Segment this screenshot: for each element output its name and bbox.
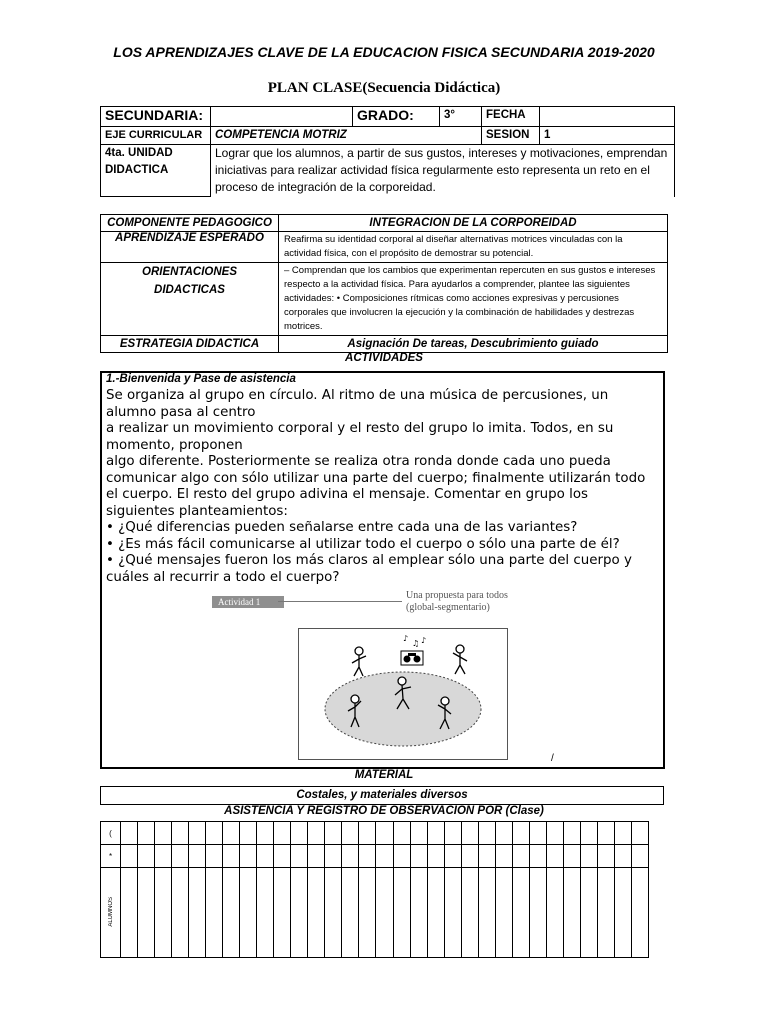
attendance-cell[interactable] xyxy=(172,822,189,845)
attendance-cell[interactable] xyxy=(597,868,614,958)
orientaciones-label: ORIENTACIONES DIDACTICAS xyxy=(101,263,279,336)
attendance-cell[interactable] xyxy=(376,845,393,868)
attendance-cell[interactable] xyxy=(342,822,359,845)
attendance-cell[interactable] xyxy=(325,845,342,868)
orientaciones-text: – Comprendan que los cambios que experimentan repercuten en sus gustos e intereses respecto a la actividad física. Para ayudarlos a comprender, plantee las siguientes actividades: • Composiciones rítmicas como acciones expresivas y percusiones corporales que involucren la ejecución y la combinación de habilidades y destrezas motrices. xyxy=(279,263,668,336)
attendance-cell[interactable] xyxy=(308,822,325,845)
attendance-cell[interactable] xyxy=(189,845,206,868)
attendance-cell[interactable] xyxy=(478,822,495,845)
sesion-label: SESION xyxy=(482,127,540,145)
attendance-cell[interactable] xyxy=(580,845,597,868)
attendance-cell[interactable] xyxy=(325,868,342,958)
component-table xyxy=(100,214,668,353)
attendance-cell[interactable] xyxy=(342,845,359,868)
document-title: LOS APRENDIZAJES CLAVE DE LA EDUCACION FISICA SECUNDARIA 2019-2020 xyxy=(113,44,655,60)
grado-value: 3° xyxy=(440,107,482,127)
attendance-cell[interactable] xyxy=(495,822,512,845)
grid-row xyxy=(101,822,649,845)
attendance-cell[interactable] xyxy=(427,822,444,845)
grid-row xyxy=(101,845,649,868)
material-label: MATERIAL xyxy=(354,769,414,781)
attendance-cell[interactable] xyxy=(631,822,648,845)
boombox-icon xyxy=(401,651,423,665)
attendance-cell[interactable] xyxy=(189,822,206,845)
row-mark: ( xyxy=(101,822,121,845)
grado-label: GRADO: xyxy=(353,107,440,127)
attendance-cell[interactable] xyxy=(223,822,240,845)
attendance-cell[interactable] xyxy=(291,822,308,845)
componente-label: COMPONENTE PEDAGOGICO xyxy=(101,215,279,232)
activity-illustration xyxy=(298,628,508,760)
attendance-cell[interactable] xyxy=(172,868,189,958)
unidad-label: 4ta. UNIDAD DIDACTICA xyxy=(101,145,211,197)
dancing-circle-illustration xyxy=(299,629,507,759)
attendance-cell[interactable] xyxy=(257,845,274,868)
attendance-cell[interactable] xyxy=(359,822,376,845)
attendance-cell[interactable] xyxy=(274,822,291,845)
attendance-cell[interactable] xyxy=(342,868,359,958)
attendance-cell[interactable] xyxy=(461,868,478,958)
grid-row xyxy=(101,868,649,958)
attendance-cell[interactable] xyxy=(580,868,597,958)
attendance-cell[interactable] xyxy=(121,868,138,958)
attendance-cell[interactable] xyxy=(614,868,631,958)
info-table xyxy=(100,106,675,197)
attendance-cell[interactable] xyxy=(444,822,461,845)
attendance-cell[interactable] xyxy=(444,845,461,868)
attendance-cell[interactable] xyxy=(121,822,138,845)
attendance-cell[interactable] xyxy=(631,868,648,958)
attendance-cell[interactable] xyxy=(359,868,376,958)
eje-label: EJE CURRICULAR xyxy=(101,127,211,145)
music-notes-icon xyxy=(403,634,426,648)
attendance-cell[interactable] xyxy=(495,868,512,958)
attendance-cell[interactable] xyxy=(240,845,257,868)
attendance-cell[interactable] xyxy=(223,868,240,958)
figure-caption-line: Una propuesta para todos xyxy=(406,590,508,601)
attendance-cell[interactable] xyxy=(206,845,223,868)
secundaria-value[interactable] xyxy=(211,107,353,127)
aprendizaje-text: Reafirma su identidad corporal al diseñar alternativas motrices vinculadas con la actividad física, con el propósito de demostrar su potencial. xyxy=(279,232,668,263)
figure-mark: / xyxy=(551,753,554,764)
attendance-grid xyxy=(100,821,649,958)
attendance-cell[interactable] xyxy=(597,822,614,845)
attendance-cell[interactable] xyxy=(614,822,631,845)
svg-text:♪: ♪ xyxy=(421,636,427,645)
activity-tag: Actividad 1 xyxy=(212,596,284,608)
activity-question: • ¿Qué mensajes fueron los más claros al emplear sólo una parte del cuerpo y cuáles al recurrir a todo el cuerpo? xyxy=(106,553,632,585)
attendance-cell[interactable] xyxy=(393,822,410,845)
attendance-cell[interactable] xyxy=(410,868,427,958)
eje-value: COMPETENCIA MOTRIZ xyxy=(211,127,482,145)
activity-line: Se organiza al grupo en círculo. Al ritmo de una música de percusiones, un alumno pasa al centro xyxy=(106,388,609,420)
attendance-cell[interactable] xyxy=(376,822,393,845)
attendance-cell[interactable] xyxy=(529,845,546,868)
attendance-cell[interactable] xyxy=(291,868,308,958)
figure-caption-line: (global-segmentario) xyxy=(406,602,490,613)
attendance-cell[interactable] xyxy=(614,845,631,868)
attendance-cell[interactable] xyxy=(206,822,223,845)
unidad-text: Lograr que los alumnos, a partir de sus gustos, intereses y motivaciones, emprendan iniciativas para realizar actividad física regularmente esto representa un reto en el proceso de integración de la corporeidad. xyxy=(211,145,675,197)
attendance-cell[interactable] xyxy=(393,845,410,868)
attendance-cell[interactable] xyxy=(427,845,444,868)
attendance-cell[interactable] xyxy=(376,868,393,958)
fecha-value[interactable] xyxy=(540,107,675,127)
attendance-cell[interactable] xyxy=(138,868,155,958)
actividades-label: ACTIVIDADES xyxy=(345,352,423,364)
attendance-cell[interactable] xyxy=(461,845,478,868)
attendance-cell[interactable] xyxy=(138,822,155,845)
attendance-cell[interactable] xyxy=(546,845,563,868)
attendance-cell[interactable] xyxy=(563,845,580,868)
attendance-cell[interactable] xyxy=(206,868,223,958)
attendance-cell[interactable] xyxy=(529,868,546,958)
attendance-cell[interactable] xyxy=(427,868,444,958)
attendance-cell[interactable] xyxy=(563,868,580,958)
estrategia-value: Asignación De tareas, Descubrimiento guiado xyxy=(279,336,668,353)
aprendizaje-label: APRENDIZAJE ESPERADO xyxy=(101,232,279,263)
componente-value: INTEGRACION DE LA CORPOREIDAD xyxy=(279,215,668,232)
attendance-cell[interactable] xyxy=(478,845,495,868)
attendance-cell[interactable] xyxy=(410,845,427,868)
attendance-cell[interactable] xyxy=(155,845,172,868)
activity-line: algo diferente. Posteriormente se realiza otra ronda donde cada uno pueda comunicar algo con sólo utilizar una parte del cuerpo; finalmente utilizarán todo el cuerpo. El resto del grupo adivina el mensaje. Comentar en grupo los siguientes planteamientos: xyxy=(106,454,646,519)
attendance-cell[interactable] xyxy=(138,845,155,868)
attendance-cell[interactable] xyxy=(155,822,172,845)
attendance-cell[interactable] xyxy=(274,868,291,958)
attendance-cell[interactable] xyxy=(546,822,563,845)
attendance-cell[interactable] xyxy=(512,822,529,845)
activity-question: • ¿Qué diferencias pueden señalarse entre cada una de las variantes? xyxy=(106,520,578,535)
attendance-cell[interactable] xyxy=(274,845,291,868)
secundaria-label: SECUNDARIA: xyxy=(101,107,211,127)
attendance-cell[interactable] xyxy=(597,845,614,868)
activity-question: • ¿Es más fácil comunicarse al utilizar todo el cuerpo o sólo una parte de él? xyxy=(106,536,620,552)
attendance-cell[interactable] xyxy=(512,845,529,868)
plan-title: PLAN CLASE(Secuencia Didáctica) xyxy=(267,80,501,96)
activity-body xyxy=(106,388,656,586)
figure-caption xyxy=(406,590,508,614)
attendance-cell[interactable] xyxy=(240,822,257,845)
attendance-cell[interactable] xyxy=(359,845,376,868)
attendance-cell[interactable] xyxy=(121,845,138,868)
asistencia-label: ASISTENCIA Y REGISTRO DE OBSERVACION POR (Clase) xyxy=(224,805,544,817)
svg-text:♫: ♫ xyxy=(412,639,420,648)
fecha-label: FECHA xyxy=(482,107,540,127)
activity-title: 1.-Bienvenida y Pase de asistencia xyxy=(106,373,296,385)
attendance-cell[interactable] xyxy=(563,822,580,845)
attendance-cell[interactable] xyxy=(291,845,308,868)
attendance-cell[interactable] xyxy=(325,822,342,845)
attendance-cell[interactable] xyxy=(444,868,461,958)
attendance-cell[interactable] xyxy=(461,822,478,845)
attendance-cell[interactable] xyxy=(155,868,172,958)
attendance-cell[interactable] xyxy=(308,845,325,868)
attendance-cell[interactable] xyxy=(546,868,563,958)
attendance-cell[interactable] xyxy=(393,868,410,958)
material-value: Costales, y materiales diversos xyxy=(100,786,664,805)
attendance-cell[interactable] xyxy=(223,845,240,868)
attendance-cell[interactable] xyxy=(189,868,206,958)
attendance-cell[interactable] xyxy=(308,868,325,958)
attendance-cell[interactable] xyxy=(257,868,274,958)
attendance-cell[interactable] xyxy=(478,868,495,958)
tag-divider xyxy=(278,601,402,602)
attendance-cell[interactable] xyxy=(495,845,512,868)
attendance-cell[interactable] xyxy=(240,868,257,958)
svg-text:♪: ♪ xyxy=(403,634,409,643)
estrategia-label: ESTRATEGIA DIDACTICA xyxy=(101,336,279,353)
activity-line: a realizar un movimiento corporal y el resto del grupo lo imita. Todos, en su momento, proponen xyxy=(106,421,614,453)
attendance-cell[interactable] xyxy=(631,845,648,868)
row-mark: ALUMNOS xyxy=(107,896,114,927)
attendance-cell[interactable] xyxy=(512,868,529,958)
attendance-cell[interactable] xyxy=(172,845,189,868)
attendance-cell[interactable] xyxy=(580,822,597,845)
sesion-value: 1 xyxy=(540,127,675,145)
attendance-cell[interactable] xyxy=(410,822,427,845)
row-mark: * xyxy=(101,845,121,868)
attendance-cell[interactable] xyxy=(529,822,546,845)
attendance-cell[interactable] xyxy=(257,822,274,845)
